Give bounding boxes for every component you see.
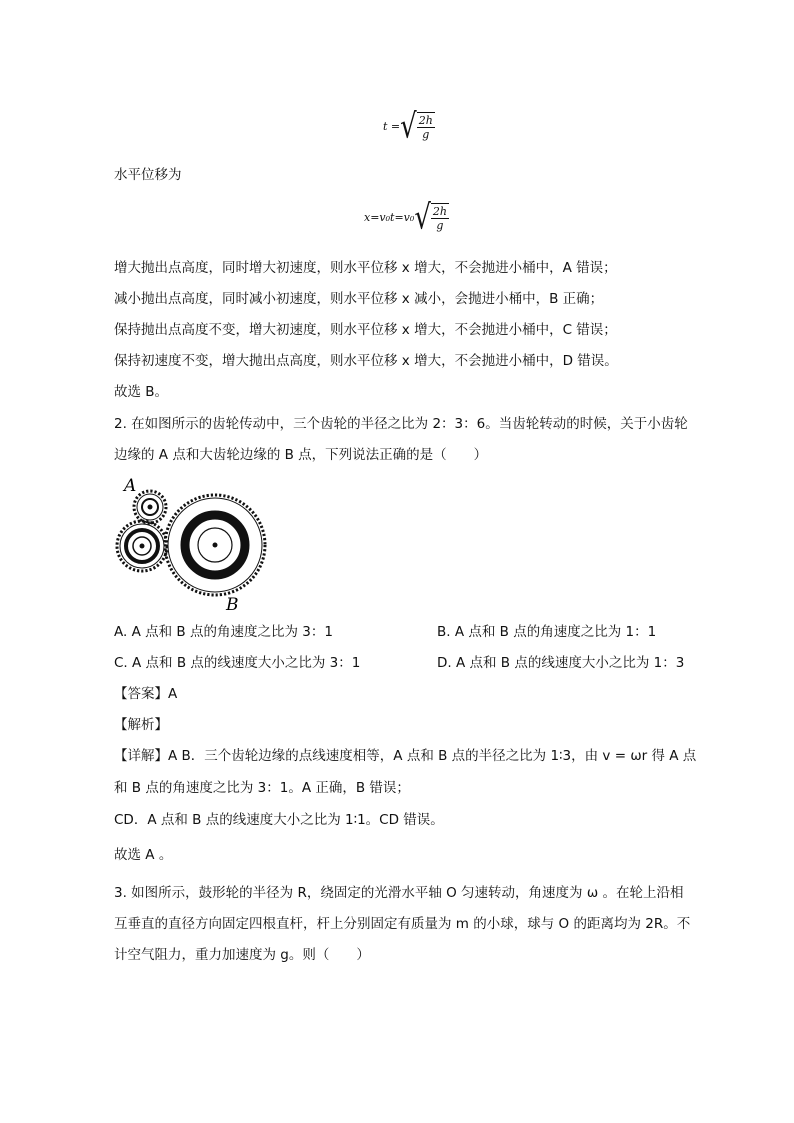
question-3-line: 互垂直的直径方向固定四根直杆，杆上分别固定有质量为 m 的小球，球与 O 的距离均为 2R。不 bbox=[114, 916, 691, 932]
sqrt-icon: √ bbox=[400, 107, 417, 146]
text-line: 减小抛出点高度，同时减小初速度，则水平位移 x 减小，会抛进小桶中，B 正确； bbox=[114, 291, 604, 307]
option-c[interactable]: C. A 点和 B 点的线速度大小之比为 3：1 bbox=[114, 655, 361, 671]
formula-time-lhs: t = bbox=[383, 120, 401, 133]
question-2-line: 边缘的 A 点和大齿轮边缘的 B 点，下列说法正确的是（ ） bbox=[114, 447, 488, 463]
formula-time-denominator: g bbox=[422, 128, 430, 141]
detail-line: CD．A 点和 B 点的线速度大小之比为 1∶1。CD 错误。 bbox=[114, 812, 444, 828]
formula-time-numerator: 2h bbox=[418, 114, 433, 127]
formula-displacement-denominator: g bbox=[436, 219, 444, 232]
text-line: 故选 B。 bbox=[114, 384, 169, 400]
formula-displacement bbox=[364, 198, 449, 237]
text-line: 水平位移为 bbox=[114, 167, 182, 183]
detail-line: 和 B 点的角速度之比为 3：1。A 正确，B 错误； bbox=[114, 780, 410, 796]
formula-time bbox=[383, 107, 435, 146]
text-line: 增大抛出点高度，同时增大初速度，则水平位移 x 增大，不会抛进小桶中，A 错误； bbox=[114, 260, 617, 276]
answer-heading: 【答案】A bbox=[114, 686, 178, 702]
gear-figure bbox=[112, 474, 282, 614]
large-gear bbox=[165, 495, 265, 595]
label-a: A bbox=[124, 476, 137, 496]
detail-line: 故选 A 。 bbox=[114, 847, 173, 863]
text-line: 保持初速度不变，增大抛出点高度，则水平位移 x 增大，不会抛进小桶中，D 错误。 bbox=[114, 353, 618, 369]
formula-displacement-lhs: x=v₀t=v₀ bbox=[364, 211, 415, 224]
label-b: B bbox=[226, 595, 239, 614]
sqrt-icon: √ bbox=[414, 198, 431, 237]
formula-displacement-numerator: 2h bbox=[432, 205, 447, 218]
option-a[interactable]: A. A 点和 B 点的角速度之比为 3：1 bbox=[114, 624, 333, 640]
question-3-line: 3. 如图所示，鼓形轮的半径为 R，绕固定的光滑水平轴 O 匀速转动，角速度为 ω 。在轮上沿相 bbox=[114, 885, 684, 901]
option-d[interactable]: D. A 点和 B 点的线速度大小之比为 1：3 bbox=[437, 655, 685, 671]
small-gear bbox=[134, 491, 166, 523]
question-2-line: 2. 在如图所示的齿轮传动中，三个齿轮的半径之比为 2：3：6。当齿轮转动的时候，关于小齿轮 bbox=[114, 416, 688, 432]
analysis-heading: 【解析】 bbox=[114, 717, 168, 733]
text-line: 保持抛出点高度不变，增大初速度，则水平位移 x 增大，不会抛进小桶中，C 错误； bbox=[114, 322, 617, 338]
question-3-line: 计空气阻力，重力加速度为 g。则（ ） bbox=[114, 947, 370, 963]
middle-gear bbox=[117, 521, 167, 571]
option-b[interactable]: B. A 点和 B 点的角速度之比为 1：1 bbox=[437, 624, 657, 640]
detail-line: 【详解】A B．三个齿轮边缘的点线速度相等，A 点和 B 点的半径之比为 1∶3，由 v = ωr 得 A 点 bbox=[114, 748, 697, 764]
